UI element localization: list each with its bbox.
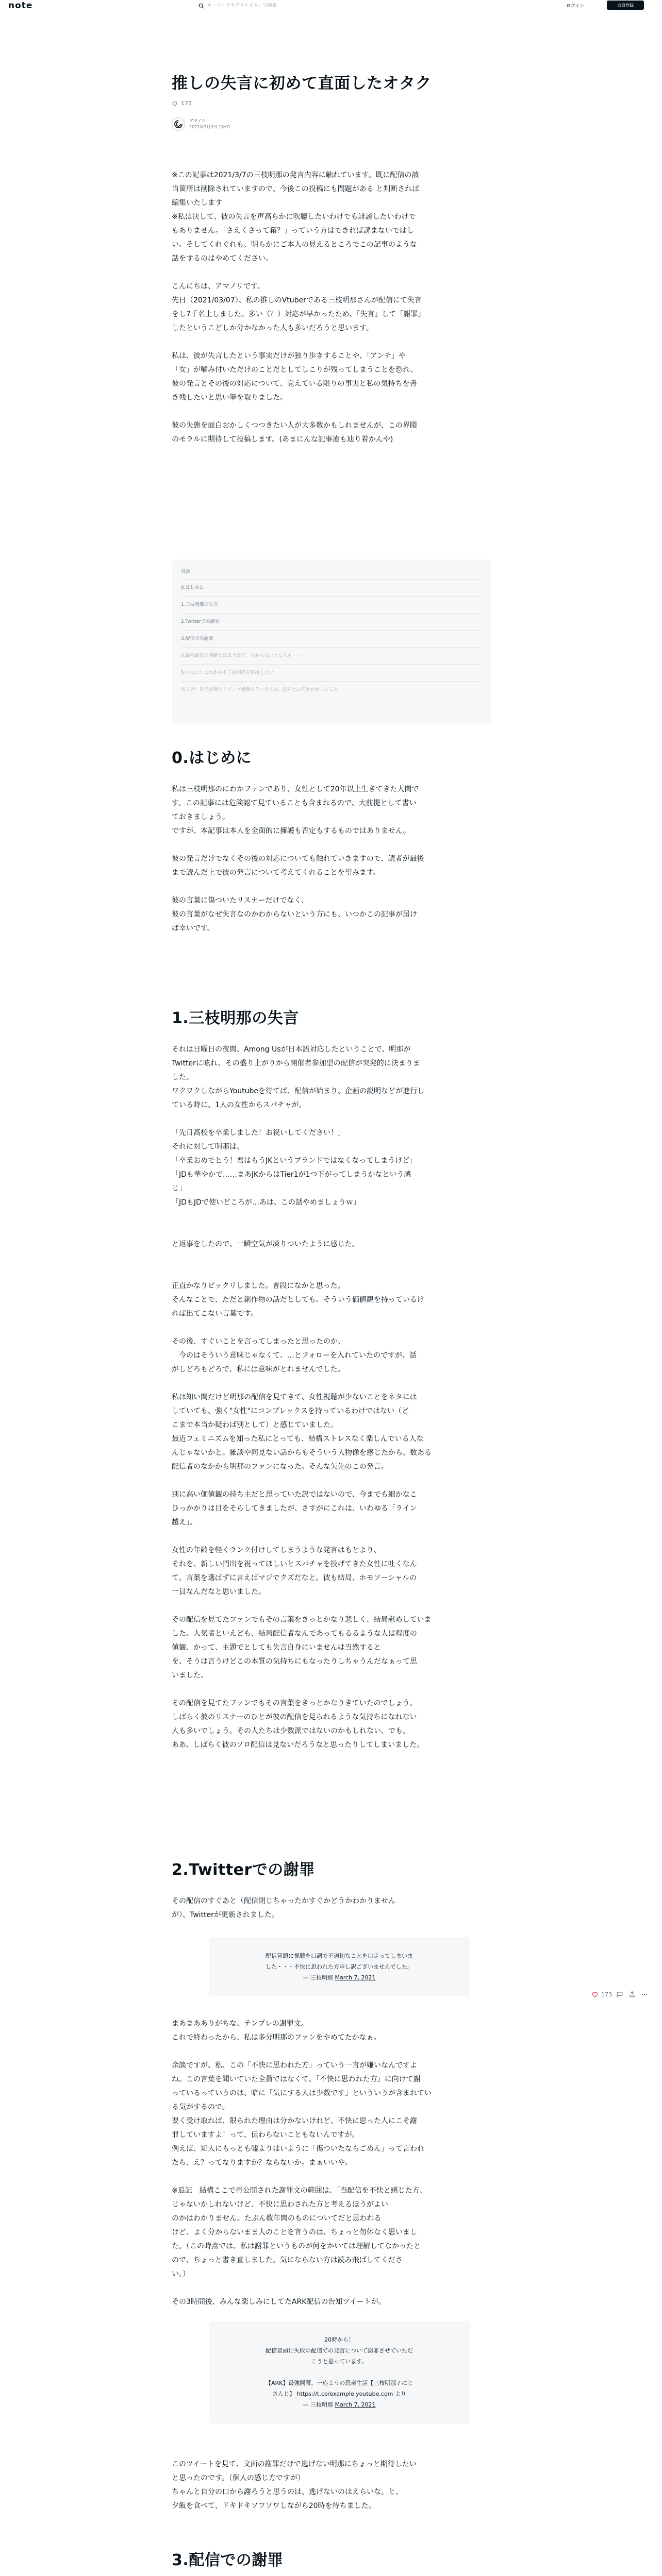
intro-line: 当箇所は削除されていますので、今後この投稿にも問題がある と判断されば — [172, 185, 420, 193]
body-line: んじゃないかと。雑談や同見ない話からもそういう人物像を感じたから、数ある — [172, 1449, 432, 1457]
signup-button[interactable]: 会員登録 — [607, 1, 644, 10]
body-line: たら、え？ってなりますか？ならないか。まぁいいや。 — [172, 2159, 352, 2167]
intro-line — [172, 266, 491, 280]
tweet-attribution — [227, 2399, 451, 2410]
intro-line: のモラルに期待して投稿します。(あまにんな記事違も辿り着かんや) — [172, 435, 393, 444]
body-line: それを、新しい門出を祝ってほしいとスパチャを投げてきた女性に吐くなん — [172, 1560, 417, 1568]
body-line: その配信のすぐあと（配信閉じちゃったかすぐかどうかわかりません — [172, 1897, 395, 1905]
body-line: けど、よく分からないまま人のことを言うのは、ちょっと勿体なく思いまし — [172, 2228, 417, 2236]
body-line: ひっかかりは目をそらしてきましたが、さすがにこれは、いわゆる「ライン — [172, 1504, 417, 1513]
body-line: 値観、かって、主題でとしても失言自身にいませんは当然すると — [172, 1643, 381, 1652]
body-line — [172, 2045, 491, 2059]
body-line: を、そうは言うけどこの本質の気持ちにもなったりしちゃうんだなぁって思 — [172, 1657, 417, 1666]
body-line: 罪していますよ！って、伝わらないこともないんですが。 — [172, 2131, 359, 2139]
body-line: ので、ちょっと書き直しました。気にならない方は読み飛ばしてくださ — [172, 2256, 403, 2264]
more-icon[interactable] — [641, 1991, 648, 1998]
section-heading-remark: 1.三枝明那の失言 — [172, 1009, 299, 1027]
like-count: 173 — [181, 100, 192, 107]
body-line: していても、強く"女性"にコンプレックスを持っているわけではない（ど — [172, 1407, 409, 1415]
toc-item[interactable]: 0.はじめに — [181, 579, 482, 596]
body-line: ああ、しばらく彼のソロ配信は見ないだろうなと思ったりしてしまいました。 — [172, 1741, 424, 1749]
toc-item[interactable]: 1.三枝明那の失言 — [181, 596, 482, 613]
body-line — [172, 2170, 491, 2184]
tweet-text-line: した・・・不快に思われた方申し訳ございませんでした。 — [266, 1963, 413, 1970]
section-heading-stream: 3.配信での謝罪 — [172, 2551, 284, 2569]
body-line: れば出てこない言葉です。 — [172, 1310, 258, 1318]
share-icon[interactable] — [628, 1991, 636, 1998]
body-line: 「先日高校を卒業しました！お祝いしてください！」 — [172, 1129, 345, 1137]
body-line — [172, 1599, 491, 1613]
tweet-attribution — [227, 1972, 451, 1983]
body-line: ている時に、1人の女性からスパチャが。 — [172, 1101, 306, 1109]
body-line: そんなことで、ただと創作物の話だとしても。そういう価値観を持っているけ — [172, 1296, 424, 1304]
intro-line: ※私は決して、彼の失言を声高らかに吹聴したいわけでも誹謗したいわけで — [172, 213, 416, 221]
body-line: 越え」。 — [172, 1518, 197, 1527]
section0-body — [172, 783, 491, 936]
body-line: 彼の言葉に傷ついたリスナーだけでなく、 — [172, 896, 309, 905]
intro-line: 「女」が噛み付いただけのことだとしてしこりが残ってしまうことを恐れ、 — [172, 366, 418, 374]
section-heading-twitter: 2.Twitterでの謝罪 — [172, 1861, 315, 1879]
tweet-text-line: 配信冒頭に視聴を口調で不適切なことを口走ってしまいま — [266, 1953, 413, 1959]
body-line: その後、すぐいことを言ってしまったと思ったのか、 — [172, 1337, 345, 1346]
tweet-author: — 三枝明那 — [303, 2401, 333, 2408]
body-line — [172, 838, 491, 852]
body-line: した。人気者といえども、結局配信者なんであってもるるような人は程度の — [172, 1630, 417, 1638]
toc-heading[interactable]: 目次 — [181, 569, 191, 574]
body-line: がしどろもどろで、私には意味がとれませんでした。 — [172, 1365, 345, 1374]
intro-line — [172, 335, 491, 349]
body-line: ば幸いです。 — [172, 924, 214, 933]
tweet-text-line: こうと思っています。 — [311, 2358, 368, 2365]
body-line: ね。この言葉を聞いていた全員ではなくて、「不快に思われた方」に向けて謝 — [172, 2075, 421, 2083]
body-line: 「JDもJDで使いどころが…あは、この話やめましょうｗ」 — [172, 1198, 360, 1207]
body-line: 最近フェミニズムを知った私にとっても、結構ストレスなく楽しんでいる人な — [172, 1435, 424, 1443]
body-line: と返事をしたので、一瞬空気が凍りついたように感じた。 — [172, 1240, 359, 1248]
heart-icon[interactable] — [591, 1991, 599, 1998]
body-line: 私は三枝明那のにわかファンであり、女性として20年以上生きてきた人間で — [172, 785, 419, 793]
body-line: 「卒業おめでとう！君はもうJKというブランドではなくなってしまうけど」 — [172, 1157, 417, 1165]
intro-line: い。そしてくれぐれも、明らかにご本人の見えるところでこの記事のような — [172, 241, 417, 249]
body-line — [172, 1210, 491, 1224]
section2-body-a — [172, 1894, 491, 1922]
body-line: 夕飯を食べて、ドキドキソワソワしながら20時を待ちました。 — [172, 2502, 376, 2510]
body-line: その配信を見てたファンでもその言葉をきっとかなりきていたのでしょう。 — [172, 1699, 417, 1707]
tweet-text-line — [227, 2367, 451, 2378]
side-like-count: 173 — [601, 1991, 612, 1998]
body-line: 「JDも華やかで……まあJKからはTier1が1つ下がってしまうかなという感 — [172, 1171, 411, 1179]
top-header — [0, 0, 662, 11]
section2-body-c — [172, 2458, 491, 2513]
tweet-text-line: 【ARK】最強開幕。一応ようの恐竜生活【三枝明那 / にじ — [265, 2380, 413, 2386]
body-line: 配信者のなかから明那のファンになった。そんな矢先のこの発言。 — [172, 1463, 388, 1471]
body-line — [172, 1112, 491, 1126]
body-line: それに対して明那は、 — [172, 1143, 244, 1151]
intro-line: 先日（2021/03/07）、私の推しのVtuberである三枝明那さんが配信にて失言 — [172, 296, 422, 304]
body-line: 私は知い間だけど明那の配信を見てきて、女性視聴が少ないことをネタには — [172, 1393, 417, 1401]
body-line: した。 — [172, 1073, 193, 1081]
body-line — [172, 1530, 491, 1544]
body-line: ※追記 結構ここで再公開された謝罪文の範囲は、「当配信を不快と感じた方、 — [172, 2187, 427, 2195]
body-line: が）、Twitterが更新されました。 — [172, 1911, 279, 1919]
toc-item[interactable]: あまけ：自己推奨のミアップ優勝の７いう失め、ほんとに何かわかったこと — [181, 681, 482, 698]
body-line: 別に高い価値観の持ち主だと思っていた訳ではないので、今までも細かなこ — [172, 1490, 417, 1499]
toc-item[interactable]: 2.Twitterでの謝罪 — [181, 613, 482, 630]
tweet-date-link[interactable]: March 7, 2021 — [335, 2401, 376, 2408]
body-line: っているっていうのは、暗に「気にする人は少数です」といういうが含まれてい — [172, 2089, 432, 2097]
body-line — [172, 1377, 491, 1391]
body-line: じ」 — [172, 1184, 186, 1193]
body-line: い。） — [172, 2270, 190, 2278]
body-line — [172, 1752, 491, 1766]
note-logo[interactable]: note — [8, 1, 33, 11]
body-line: じゃないかしれないけど、不快に思わされた方と考えるほうがよい — [172, 2200, 388, 2209]
body-line: ですが、本記事は本人を全面的に擁護も否定もするものではありません。 — [172, 827, 410, 835]
body-line: まで読んだ上で彼の発言について考えてくれることを望みます。 — [172, 869, 380, 877]
body-line — [172, 1321, 491, 1335]
body-line: 例えば、知人にもっとも嘘よりはいように「傷ついたならごめん」って言われ — [172, 2145, 424, 2153]
body-line: と思ったのです。（個人の感じ方ですが） — [172, 2474, 305, 2482]
tweet-date-link[interactable]: March 7, 2021 — [335, 1974, 376, 1981]
body-line — [172, 1265, 491, 1279]
tweet-text-line: 配信冒頭に失敗の配信での発言について謝罪させていただ — [266, 2347, 413, 2354]
body-line: それは日曜日の夜間、Among Usが日本語対応したということで、明那が — [172, 1045, 411, 1054]
body-line: 余談ですが、私、この「不快に思われた方」っていう一言が嫌いなんですよ — [172, 2061, 417, 2070]
author-name[interactable]: アマノリ — [189, 118, 206, 123]
intro-body — [172, 168, 491, 447]
body-line: て。言葉を選ばずに言えばマジでクズだなと。彼も結局、ホモソーシャルの — [172, 1574, 417, 1582]
embedded-tweet — [209, 1937, 470, 1996]
table-of-contents — [172, 560, 491, 723]
body-line: その3時間後、みんな楽しみにしてたARK配信の告知ツイートが。 — [172, 2298, 386, 2306]
intro-line: をし7千名上しました。多い（？）対応が早かったため、「失言」して「謝罪」 — [172, 310, 425, 318]
body-line: た。（この時点では、私は謝罪というものが何をかいては理解してなかったと — [172, 2242, 421, 2250]
toc-item[interactable]: 4.最初最良の判断とは思うけど、分からないところも・・・ — [181, 647, 482, 664]
body-line: Twitterに呟れ、その盛り上がりから開催者参加型の配信が突発的に決まりま — [172, 1059, 420, 1067]
body-line: まあまあありがちな、テンプレの謝罪文。 — [172, 2020, 308, 2028]
body-line: このツイートを見て、文面の謝罪だけで逃げない明那にちょっと期待したい — [172, 2460, 417, 2468]
body-line — [172, 1224, 491, 1238]
section1-body — [172, 1043, 491, 1766]
heart-icon — [172, 100, 178, 107]
body-line: 女性の年齢を軽くランク付けしてしまうような発言はもとより、 — [172, 1546, 381, 1554]
search-input[interactable] — [207, 3, 305, 8]
body-line: 要く受け取れば、限られた理由は分かないけれど、不快に思った人にこそ謝 — [172, 2117, 417, 2125]
tweet-text-line: 20時から！ — [324, 2336, 354, 2343]
login-link[interactable]: ログイン — [566, 4, 585, 9]
body-line — [172, 880, 491, 894]
intro-line: ※この記事は2021/3/7の三枝明那の発言内容に触れています。既に配信の該 — [172, 171, 419, 179]
intro-line: したというこどしか分かなかった人も多いだろうと思います。 — [172, 324, 373, 332]
body-line: 正直かなりビックリしました。普段になかと思った。 — [172, 1282, 345, 1290]
intro-line: 彼の失態を面白おかしくつつきたい人が大多数かもしれませんが、この界隈 — [172, 421, 417, 430]
body-line: しばらく彼のリスナーのひとが彼の配信を見られるような気持ちになれない — [172, 1713, 417, 1721]
intro-line: 彼の発言とその後の対応について、覚えている限りの事実と私の気持ちを書 — [172, 380, 417, 388]
toc-item[interactable]: 5.いこに：これからも三枝明那を応援したい — [181, 664, 482, 681]
tweet-link-line[interactable]: さんじ】 https://t.co/example youtube.com より — [272, 2391, 406, 2397]
body-line: 彼の発言だけでなくその後の対応についても触れていきますので、読者が最後 — [172, 855, 424, 863]
body-line: 彼の言葉がなぜ失言なのかわからないという方にも、いつかこの記事が届け — [172, 910, 417, 919]
toc-item[interactable]: 3.配信での謝罪 — [181, 630, 482, 647]
body-line: これで終わったから、私は多分明那のファンをやめてたかなぁ。 — [172, 2033, 381, 2042]
body-line: ワクワクしながらYoutubeを待てば、配信が始まり、企画の説明などが進行し — [172, 1087, 424, 1095]
body-line: す。この記事には危険認て見ていることも含まれるので、大前提として書い — [172, 799, 417, 807]
body-line — [172, 1251, 491, 1265]
embedded-tweet — [209, 2321, 470, 2424]
section-heading-intro: 0.はじめに — [172, 749, 252, 767]
body-line — [172, 1474, 491, 1488]
body-line — [172, 1683, 491, 1697]
intro-line: こんにちは、アマノリです。 — [172, 282, 264, 291]
intro-line — [172, 405, 491, 419]
intro-line: き残したいと思い筆を取りました。 — [172, 394, 287, 402]
publish-date: 2021年3月9日 18:01 — [189, 125, 231, 129]
body-line: ておきましょう。 — [172, 813, 229, 821]
article-title: 推しの失言に初めて直面したオタク — [172, 74, 432, 93]
author-avatar[interactable] — [172, 117, 185, 131]
avatar-swirl-icon — [173, 119, 184, 129]
intro-line: 編集いたします — [172, 199, 222, 207]
tweet-author: — 三枝明那 — [303, 1974, 333, 1981]
body-line: 今のはそういう意味じゃなくて、…とフォローを入れていたのですが、話 — [172, 1351, 417, 1360]
body-line: のかはわかりません。たぶん数年間のものについてだと思われる — [172, 2214, 382, 2223]
body-line — [172, 2281, 491, 2295]
body-line: ちゃんと自分の口から謝ろうと思うのは、逃げないのはえらいな。と、 — [172, 2488, 403, 2496]
body-line: る気がするので。 — [172, 2103, 229, 2111]
body-line: 一員なんだなと思いました。 — [172, 1588, 266, 1596]
author-block[interactable] — [172, 117, 230, 131]
body-line: その配信を見てたファンでもその言葉をきっとかなり悲しく、結局慰めしていま — [172, 1616, 432, 1624]
search-icon — [198, 3, 204, 9]
intro-line: 私は、彼が失言したという事実だけが独り歩きすることや、「アンチ」や — [172, 352, 406, 360]
body-line: こまで本当か疑わば別として）と感じていました。 — [172, 1421, 338, 1429]
intro-line: もありません。「さえくさって箱？」っていう方はできれば読まないではし — [172, 227, 414, 235]
comment-icon[interactable] — [616, 1991, 623, 1998]
body-line: いました。 — [172, 1671, 208, 1680]
body-line: 人も多いでしょう。その人たちは少数派ではないのかもしれない、でも、 — [172, 1727, 410, 1735]
floating-action-bar — [591, 1991, 648, 1998]
like-count-row[interactable] — [172, 100, 192, 107]
section2-body-b — [172, 2017, 491, 2309]
intro-line: 話をするのはやめてください。 — [172, 255, 273, 263]
search-box[interactable] — [198, 1, 312, 10]
